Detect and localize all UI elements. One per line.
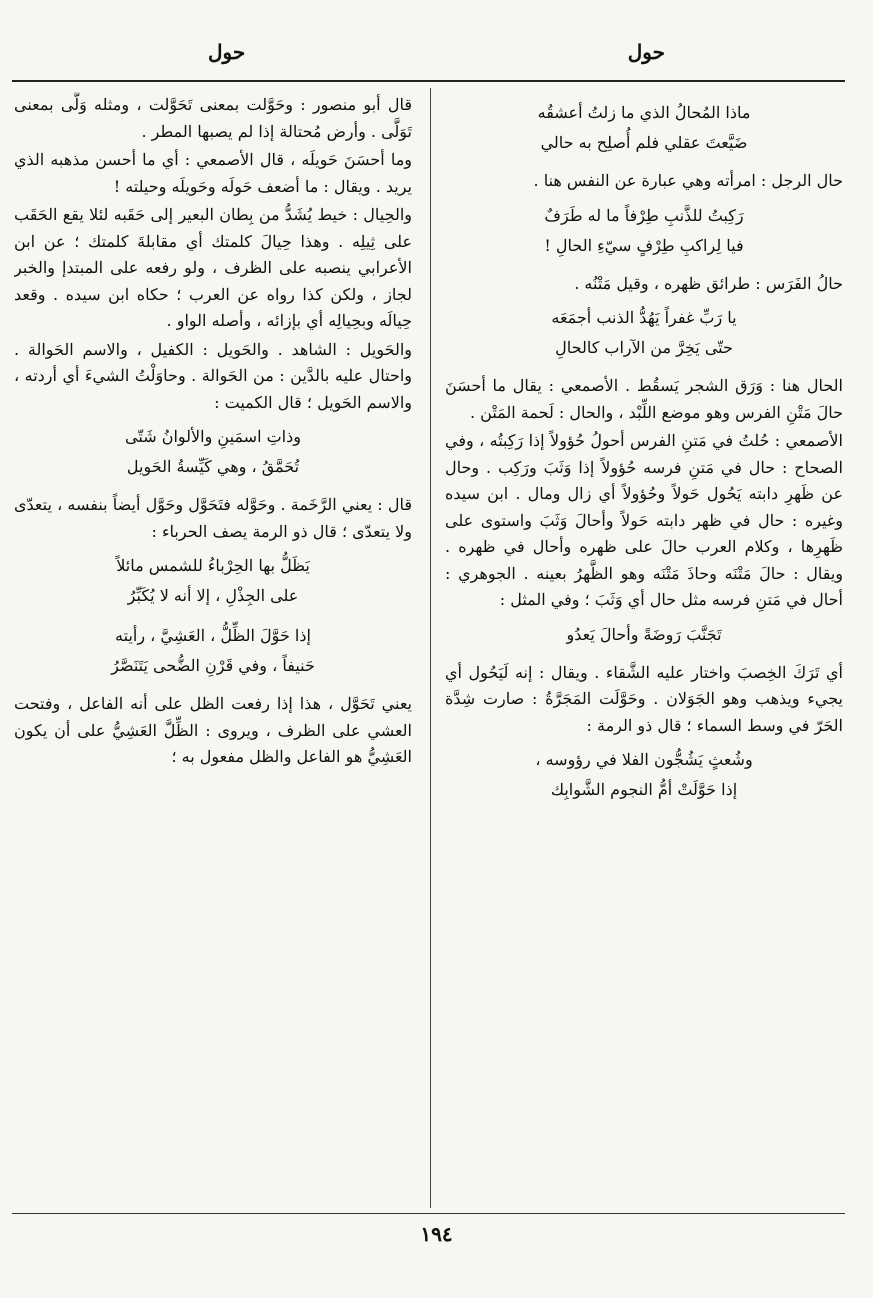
verse [445, 98, 843, 158]
verse-line: وذاتِ اسمَينِ والألوانُ شَتّى [125, 427, 301, 446]
paragraph: الأصمعي : حُلتُ في مَتنِ الفرس أحولُ حُؤولاً إذا رَكِبتُه ، وفي الصحاح : حال في مَتنِ فرسه حُؤولاً إذا وَثَبَ ورَكِب . وحال عن ظَهرِ دابته يَحُول حَولاً وحُؤولاً أي زال ومال . ابن سيده وغيره : حال في ظهر دابته حَولاً وأحالَ وَثَبَ واستوى على ظَهرِها ، وكلام العرب حالَ على ظهره وأحال في ظهره . ويقال : حالَ مَتْنَه وحاذَ مَتْنَه وهو الظَّهرُ بعينه . الجوهري : أحال في مَتنِ فرسه مثل حال أي وَثَبَ ؛ وفي المثل : [445, 431, 843, 609]
verse [14, 621, 412, 681]
verse [445, 303, 843, 363]
paragraph: والحَويل : الشاهد . والحَويل : الكفيل ، والاسم الحَوالة . واحتال عليه بالدَّين : من الحَوالة . وحاوَلْتُ الشيءَ أي أردته ، والاسم الحَويل ؛ قال الكميت : [14, 339, 412, 412]
verse-line: فيا لِراكبِ طِرْفٍ سيّءِ الحالِ ! [544, 235, 744, 255]
paragraph: وما أحسَنَ حَويلَه ، قال الأصمعي : أي ما أحسن مذهبه الذي يريد . ويقال : ما أضعف حَولَه وحَويلَه وحيلته ! [14, 150, 412, 196]
verse-line: حتّى يَخِرَّ من الآراب كالحالِ [555, 338, 733, 357]
footer-rule [12, 1213, 845, 1214]
verse-line: ماذا المُحالُ الذي ما زلتُ أعشقُه [537, 103, 751, 122]
verse [445, 620, 843, 650]
paragraph: الحال هنا : وَرَق الشجر يَسقُط . الأصمعي : يقال ما أحسَنَ حالَ مَتْنِ الفرس وهو موضع اللِّبْد ، والحال : لَحمة المَتْن . [445, 376, 843, 422]
verse [14, 422, 412, 482]
paragraph: والحِيال : خيط يُشَدُّ من بِطان البعير إلى حَقَبه لئلا يقع الحَقَب على ثِيلِه . وهذا حِيالَ كلمتك أي مقابلةَ كلمتك ؛ عن ابن الأعرابي ينصبه على الظرف ، ولو رفعه على المبتدإ والخبر لجاز ، ولكن كذا رواه عن العرب ؛ حكاه ابن سيده . وقعد حِيالَه وبحِيالِه أي بإزائه ، وأصله الواو . [14, 205, 412, 330]
paragraph: حال الرجل : امرأته وهي عبارة عن النفس هنا . [533, 171, 843, 190]
verse-line: حَنيفاً ، وفي قَرْنِ الضُّحى يَتَنَصَّرُ [111, 656, 315, 675]
verse-line: تَجَنَّبَ رَوضَةً وأحالَ يَعدُو [566, 624, 722, 644]
verse-line: إذا حَوَّلَتْ أمُّ النجوم الشَّوابِك [550, 780, 738, 799]
verse-line: يا رَبِّ غفراً يَهُدُّ الذنب أجمَعَه [551, 308, 737, 327]
verse-line: يَظَلُّ بها الحِرْباءُ للشمس مائلاً [116, 556, 310, 575]
header-rule [12, 80, 845, 82]
verse [445, 201, 843, 261]
verse-line: ضَيَّعتَ عقلي فلم أُصلِح به حالي [540, 133, 748, 152]
paragraph: يعني تَحَوَّل ، هذا إذا رفعت الظل على أنه الفاعل ، وفتحت العشي على الظرف ، ويروى : الظِّلَّ العَشِيُّ على أن يكون العَشِيُّ هو الفاعل والظل مفعول به ؛ [14, 694, 412, 766]
right-column [445, 92, 843, 1207]
running-head-left: حول [208, 40, 246, 64]
paragraph: أي تَرَكَ الخِصبَ واختار عليه الشَّقاء . ويقال : إنه لَيَحُول أي يجيء ويذهب وهو الجَوَلان . وحَوَّلَت المَجَرَّةُ : صارت شِدَّة الحَرّ في وسط السماء ؛ قال ذو الرمة : [445, 662, 843, 735]
verse-line: تُحَمَّقُ ، وهي كَيِّسةُ الحَويل [126, 457, 300, 476]
running-head-right: حول [627, 40, 665, 64]
verse-line: على الجِذْلِ ، إلا أنه لا يُكَبِّرُ [127, 586, 299, 605]
verse [445, 745, 843, 805]
page-number: ١٩٤ [420, 1222, 453, 1246]
left-column [14, 92, 412, 1207]
column-divider [430, 88, 431, 1208]
paragraph: قال أبو منصور : وحَوَّلت بمعنى تَحَوَّلت ، ومثله وَلَّى بمعنى تَوَلَّى . وأرض مُحتالة إذا لم يصبها المطر . [14, 95, 412, 141]
verse-line: رَكِبتُ للذَّنبِ طِرْفاً ما له طَرَفٌ [544, 205, 744, 225]
verse-line: وشُعثٍ يَشُجُّون الفلا في رؤوسه ، [535, 750, 753, 769]
paragraph: حالُ الفَرَس : طرائق ظهره ، وقيل مَتْنُه . [574, 273, 843, 293]
verse-line: إذا حَوَّلَ الظِّلُّ ، العَشِيَّ ، رأيته [115, 626, 311, 645]
verse [14, 551, 412, 611]
paragraph: قال : يعني الرَّخَمة . وحَوَّله فتَحَوَّل وحَوَّل أيضاً بنفسه ، يتعدّى ولا يتعدّى ؛ قال ذو الرمة يصف الحرباء : [14, 495, 412, 541]
